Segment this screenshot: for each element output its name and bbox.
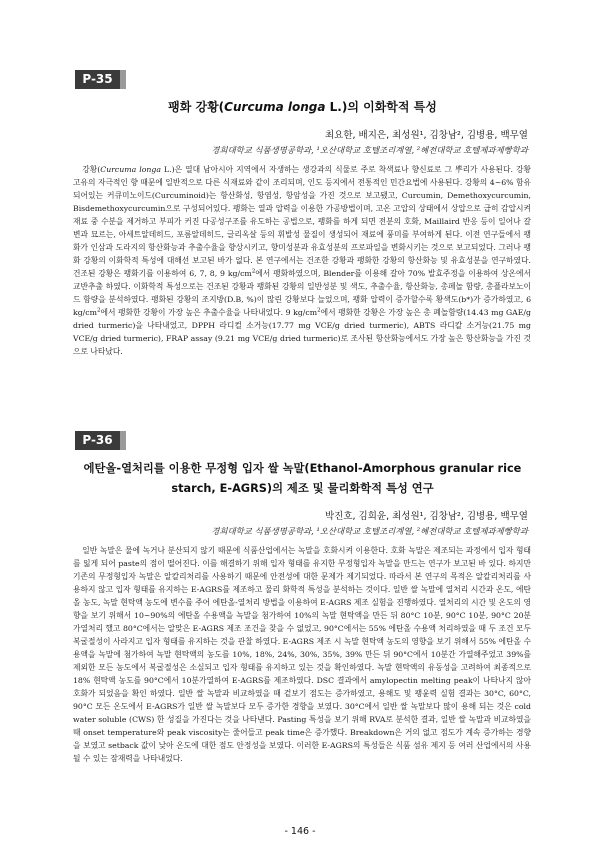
page-number: - 146 -: [284, 826, 316, 837]
body-part: 에서 팽화하였으며, Blender를 이용해 갈아 70% 발효주정을 이용하여 상온에서 교반추출 하였다. 이화학적 특성으로는 건조된 강황과 팽화된 강황의 일반성분 및 색도, 추출수율, 항산화능, 총페놀 함량, 총플라보노이드 함량을 분석하였다. 팽화된 강황의 조지방(D.B, %)이 많린 강황보다 늘었으며, 팽화 압력이 증가할수록 황색도(b*)가 증가하였고, 6 kg/cm: [73, 269, 531, 317]
affiliation-line: 경희대학교 식품생명공학과, ¹오산대학교 호텔조리계열, ²혜전대학교 호텔제과제빵학과: [211, 526, 528, 536]
body-part: 강황(: [82, 165, 101, 174]
author-list: 최요한, 배지은, 최성원¹, 김창남², 김병용, 백무열: [324, 130, 528, 141]
superscript: 2: [96, 307, 101, 314]
abstract-badge: P-36: [75, 431, 120, 450]
body-part: 에서 팽화한 강황이 가장 높은 추출수율을 나타내었다. 9 kg/cm: [100, 308, 318, 317]
superscript: 2: [251, 268, 256, 275]
title-prefix: 팽화 강황(: [168, 100, 225, 114]
body-scientific-name: Curcuma longa: [100, 165, 161, 174]
title-line: 에탄올-열처리를 이용한 무정형 입자 쌀 녹말(Ethanol-Amorphous granular rice: [83, 462, 522, 475]
title-scientific-name: Curcuma longa: [224, 100, 326, 114]
abstract-body: 일반 녹말은 물에 녹거나 분산되지 않기 때문에 식품산업에서는 녹말을 호화시켜 이용한다. 호화 녹말은 제조되는 과정에서 입자 형태를 잃게 되어 paste의 점이 떨어진다. 이를 해결하기 위해 입자 형태를 유지한 무정형입자 녹말을 만드는 연구가 보고된 바 있다. 하지만 기존의 무정형입자 녹말은 알칼리처리를 사용하기 때문에 안전성에 대한 문제가 제기되었다. 따라서 본 연구의 목적은 알칼리처리를 사용하지 않고 입자 형태를 유지하는 E-AGRS를 제조하고 물리 화학적 특성을 분석하는 것이다. 일반 쌀 녹말에 열처리 시간과 온도, 에탄올 농도, 녹말 현탁액 농도에 변수를 주어 에탄올-열처리 방법을 이용하여 E-AGRS 제조 실험을 진행하였다. 열처리의 시간 및 온도의 영향을 보기 위해서 10~90%의 에탄올 수용액을 녹말을 첨가하여 10%의 녹말 현탁액을 만든 뒤 80°C 10분, 90°C 10분, 90°C 20분 가열처리 했고 80°C에서는 알맞은 E-AGRS 제조 조건을 찾을 수 없었고, 90°C에서는 55% 에탄올 수용액 처리하였을 때 두 조건 모두 복굴절성이 사라지고 입자 형태를 유지하는 것을 관찰 하였다. E-AGRS 제조 시 녹말 현탁액 농도의 영향을 보기 위해서 55% 에탄올 수용액을 녹말에 첨가하여 녹말 현탁액의 농도를 10%, 18%, 24%, 30%, 35%, 39% 만든 뒤 90°C에서 10분간 가열해주었고 39%를 제외한 모든 농도에서 복굴절성은 소실되고 입자 형태를 유지하고 있는 것을 확인하였다. 녹말 현탁액의 유동성을 고려하여 최종적으로 18% 현탁액 농도를 90°C에서 10분가열하여 E-AGRS를 제조하였다. DSC 결과에서 amylopectin melting peak이 나타나지 않아 호화가 되었음을 확인 하였다. 일반 쌀 녹말과 비교하였을 때 겉보기 점도는 증가하였고, 용해도 및 팽윤력 실험 결과는 30°C, 60°C, 90°C 모든 온도에서 E-AGRS가 일반 쌀 녹말보다 모두 증가한 경향을 보였다. 30°C에서 일반 쌀 녹말보다 많이 용해 되는 것은 cold water soluble (CWS) 한 성질을 가진다는 것을 나타낸다. Pasting 특성을 보기 위해 RVA로 분석한 결과, 일반 쌀 녹말과 비교하였을 때 onset temperature와 peak viscosity는 줄어들고 peak time은 증가했다. Breakdown은 거의 없고 점도가 계속 증가하는 경향을 보였고 setback 값이 낮아 온도에 대한 점도 안정성을 보였다. 이러한 E-AGRS의 특성들은 식품 섬유 제지 등 여러 산업에서의 사용될 수 있는 잠재력을 나타내었다.: [73, 546, 531, 763]
title-line: starch, E-AGRS)의 제조 및 물리화학적 특성 연구: [171, 482, 434, 495]
affiliation-line: 경희대학교 식품생명공학과, ¹오산대학교 호텔조리계열, ²혜전대학교 호텔제과제빵학과: [211, 145, 528, 155]
title-suffix: L.)의 이화학적 특성: [325, 100, 437, 114]
abstract-badge: P-35: [75, 70, 120, 89]
body-part: 에서 팽화한 강황은 가장 높은 총 폐놀함량(14.43 mg GAE/g dried turmeric)을 나타내었고, DPPH 라디컬 소거능(17.77 mg VCE/g dried turmeric), ABTS 라디칼 소거능(21.75 mg VCE/g dried turmeric), FRAP assay (9.21 mg VCE/g dried turmeric)로 조사된 항산화능에서도 가장 높은 항산화능을 가진 것으로 나타났다.: [73, 308, 531, 356]
superscript: 2: [317, 307, 321, 314]
abstract-title: [75, 459, 530, 499]
abstract-body: [73, 163, 531, 358]
body-part: L.)은 열대 남아시아 지역에서 자생하는 생강과의 식물로 주로 착색료나 향신료로 그 뿌리가 사용된다. 강황 고유의 자극적인 향 때문에 일반적으로 다른 식재료와 같이 조리되며, 인도 등지에서 전통적인 민간요법에 사용된다. 강황의 4~6% 함유되어있는 커큐미노이드(Curcuminoid)는 항산화성, 항염성, 항암성을 가진 것으로 보고됐고, Curcumin, Demethoxycurcumin, Bisdemethoxycurcumin으로 구성되어있다. 팽화는 열과 압력을 이용한 가공방법이며, 고온 고압의 상태에서 상압으로 급히 감압시켜 재료 중 수분을 제거하고 부피가 커진 다공성구조를 유도하는 공법으로, 팽화를 하게 되면 전분의 호화, Maillaird 반응 등이 일어나 갈변과 묘르는, 아세트알데히드, 포름알데히드, 글리옥살 등의 휘발성 물질이 생성되어 재료에 풍미를 부여하게 된다. 이전 연구들에서 팽화가 인삼과 도라지의 항산화능과 추출수율을 향상시키고, 향미성분과 유효성분의 프로파일을 변화시키는 것으로 보고되었다. 그러나 팽화 강황의 이화학적 특성에 대해선 보고된 바가 없다. 본 연구에서는 건조한 강황과 팽화한 강황의 항산화능 및 유효성분을 연구하였다. 건조된 강황은 팽화기를 이용하여 6, 7, 8, 9 kg/cm: [73, 165, 531, 278]
abstract-title: [75, 98, 530, 115]
author-list: 박진호, 김희윤, 최성원¹, 김창남², 김병용, 백무열: [324, 511, 528, 522]
